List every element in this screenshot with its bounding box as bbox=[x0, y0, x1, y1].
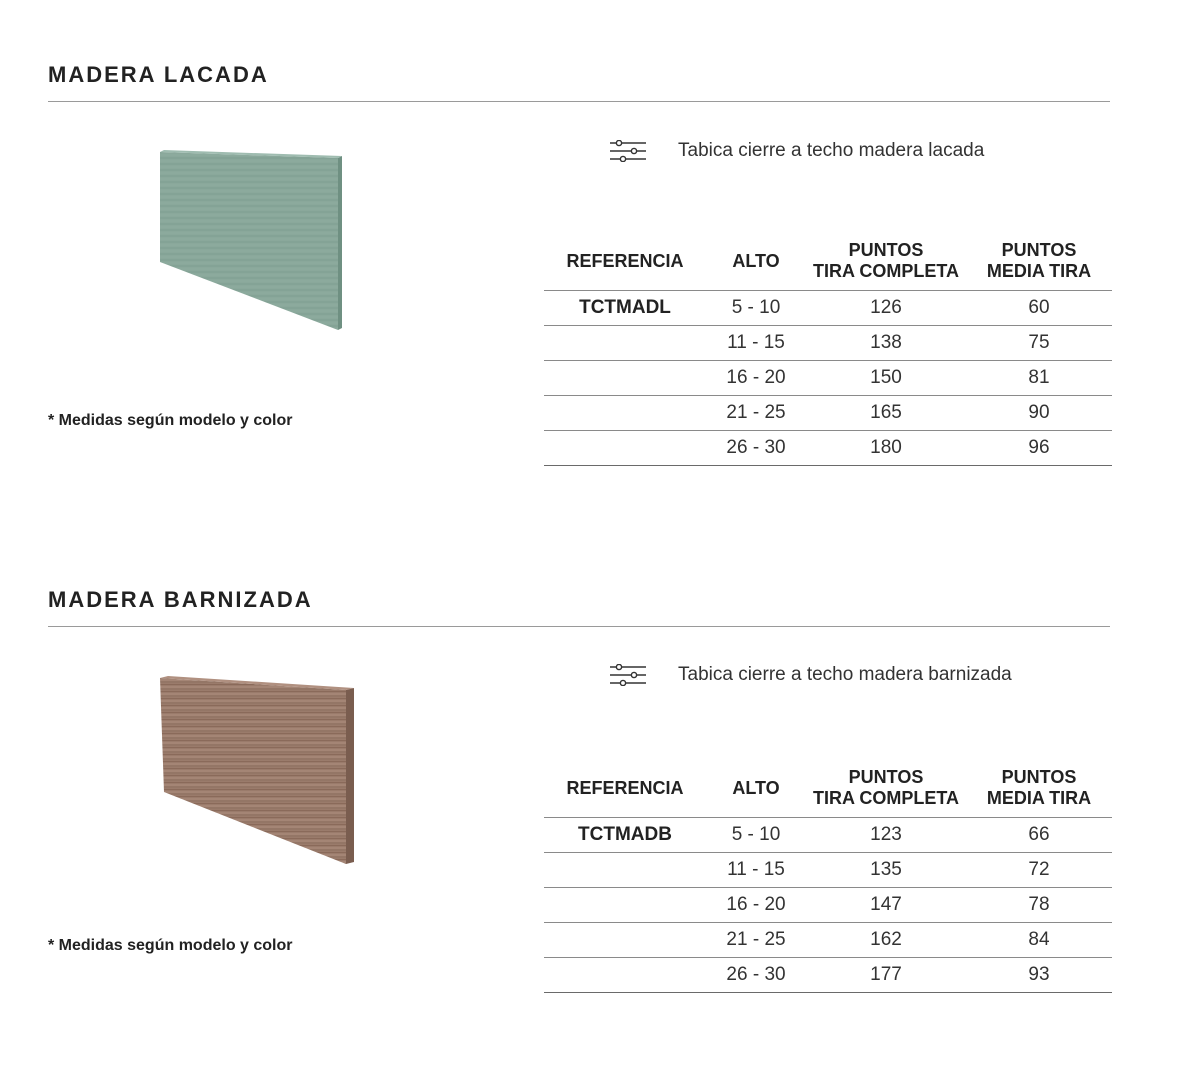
cell-alto: 11 - 15 bbox=[706, 326, 806, 361]
spec-table-madera-barnizada bbox=[544, 767, 1112, 993]
column-header-puntos-media-tira: PUNTOS MEDIA TIRA bbox=[966, 767, 1112, 818]
table-row bbox=[544, 431, 1112, 466]
table-row bbox=[544, 291, 1112, 326]
table-header-row bbox=[544, 767, 1112, 818]
cell-puntos-tira-completa: 123 bbox=[806, 818, 966, 853]
cell-puntos-media-tira: 90 bbox=[966, 396, 1112, 431]
cell-referencia: TCTMADB bbox=[544, 818, 706, 853]
cell-alto: 5 - 10 bbox=[706, 818, 806, 853]
lacquered-wood-swatch bbox=[158, 150, 344, 334]
cell-puntos-tira-completa: 177 bbox=[806, 958, 966, 993]
table-row bbox=[544, 361, 1112, 396]
cell-alto: 11 - 15 bbox=[706, 853, 806, 888]
measurement-note: * Medidas según modelo y color bbox=[48, 412, 293, 429]
product-subtitle-row bbox=[610, 140, 984, 162]
column-header-puntos-media-tira: PUNTOS MEDIA TIRA bbox=[966, 240, 1112, 291]
cell-puntos-media-tira: 81 bbox=[966, 361, 1112, 396]
cell-puntos-tira-completa: 162 bbox=[806, 923, 966, 958]
cell-alto: 21 - 25 bbox=[706, 396, 806, 431]
cell-referencia: TCTMADL bbox=[544, 291, 706, 326]
cell-alto: 16 - 20 bbox=[706, 361, 806, 396]
cell-alto: 16 - 20 bbox=[706, 888, 806, 923]
table-row bbox=[544, 818, 1112, 853]
section-title-madera-lacada: MADERA LACADA bbox=[48, 62, 269, 87]
product-subtitle: Tabica cierre a techo madera barnizada bbox=[678, 664, 1012, 685]
cell-puntos-media-tira: 72 bbox=[966, 853, 1112, 888]
varnished-wood-swatch bbox=[158, 676, 358, 866]
section-title-madera-barnizada: MADERA BARNIZADA bbox=[48, 587, 313, 612]
cell-puntos-tira-completa: 138 bbox=[806, 326, 966, 361]
section-divider bbox=[48, 101, 1110, 102]
table-row bbox=[544, 923, 1112, 958]
section-divider bbox=[48, 626, 1110, 627]
cell-referencia bbox=[544, 396, 706, 431]
table-row bbox=[544, 326, 1112, 361]
cell-puntos-media-tira: 66 bbox=[966, 818, 1112, 853]
cell-referencia bbox=[544, 958, 706, 993]
table-row bbox=[544, 853, 1112, 888]
cell-referencia bbox=[544, 326, 706, 361]
sliders-icon bbox=[610, 664, 646, 686]
cell-puntos-tira-completa: 126 bbox=[806, 291, 966, 326]
cell-puntos-tira-completa: 165 bbox=[806, 396, 966, 431]
product-subtitle: Tabica cierre a techo madera lacada bbox=[678, 140, 985, 161]
cell-referencia bbox=[544, 361, 706, 396]
cell-puntos-tira-completa: 150 bbox=[806, 361, 966, 396]
cell-puntos-media-tira: 75 bbox=[966, 326, 1112, 361]
cell-puntos-media-tira: 93 bbox=[966, 958, 1112, 993]
table-row bbox=[544, 958, 1112, 993]
column-header-referencia: REFERENCIA bbox=[544, 767, 706, 818]
column-header-puntos-tira-completa: PUNTOS TIRA COMPLETA bbox=[806, 767, 966, 818]
column-header-puntos-tira-completa: PUNTOS TIRA COMPLETA bbox=[806, 240, 966, 291]
cell-alto: 21 - 25 bbox=[706, 923, 806, 958]
column-header-alto: ALTO bbox=[706, 767, 806, 818]
cell-referencia bbox=[544, 431, 706, 466]
cell-puntos-tira-completa: 135 bbox=[806, 853, 966, 888]
cell-puntos-tira-completa: 180 bbox=[806, 431, 966, 466]
measurement-note: * Medidas según modelo y color bbox=[48, 937, 293, 954]
cell-alto: 26 - 30 bbox=[706, 431, 806, 466]
cell-puntos-media-tira: 96 bbox=[966, 431, 1112, 466]
cell-puntos-media-tira: 60 bbox=[966, 291, 1112, 326]
product-subtitle-row bbox=[610, 664, 1012, 686]
spec-table-madera-lacada bbox=[544, 240, 1112, 466]
column-header-referencia: REFERENCIA bbox=[544, 240, 706, 291]
cell-referencia bbox=[544, 853, 706, 888]
sliders-icon bbox=[610, 140, 646, 162]
table-header-row bbox=[544, 240, 1112, 291]
cell-referencia bbox=[544, 888, 706, 923]
cell-puntos-tira-completa: 147 bbox=[806, 888, 966, 923]
table-row bbox=[544, 888, 1112, 923]
column-header-alto: ALTO bbox=[706, 240, 806, 291]
cell-puntos-media-tira: 84 bbox=[966, 923, 1112, 958]
cell-referencia bbox=[544, 923, 706, 958]
table-row bbox=[544, 396, 1112, 431]
cell-puntos-media-tira: 78 bbox=[966, 888, 1112, 923]
cell-alto: 5 - 10 bbox=[706, 291, 806, 326]
cell-alto: 26 - 30 bbox=[706, 958, 806, 993]
